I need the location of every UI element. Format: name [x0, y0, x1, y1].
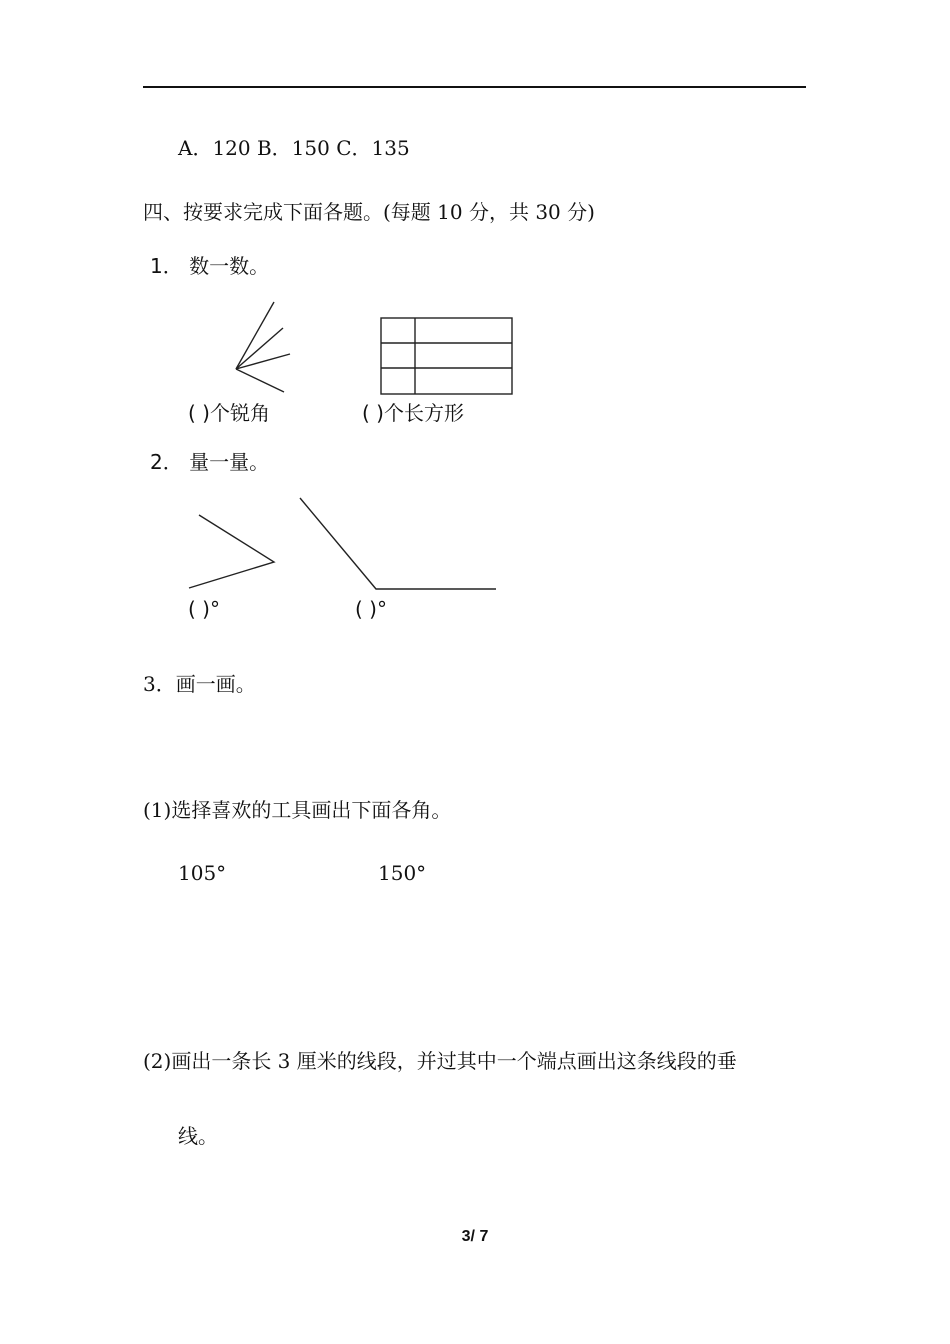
q2-title: 2． 量一量。	[150, 450, 270, 474]
angle-1-answer-blank: ( )°	[188, 597, 220, 621]
q3-title: 3．画一画。	[143, 672, 256, 696]
acute-angle-answer-blank: ( )个锐角	[188, 401, 270, 425]
q3-part1: (1)选择喜欢的工具画出下面各角。	[143, 798, 452, 822]
angle-2-lines	[300, 498, 496, 589]
q1-title: 1． 数一数。	[150, 254, 270, 278]
angle-150-label: 150°	[378, 861, 427, 885]
choice-options: A．120 B．150 C．135	[178, 136, 410, 160]
q3-part2-line1: (2)画出一条长 3 厘米的线段，并过其中一个端点画出这条线段的垂	[143, 1049, 737, 1073]
section-heading: 四、按要求完成下面各题。(每题 10 分，共 30 分)	[143, 200, 595, 224]
angle-2-answer-blank: ( )°	[355, 597, 387, 621]
ray-4	[236, 369, 284, 392]
angle-2-figure	[296, 494, 501, 594]
angle-105-label: 105°	[178, 861, 227, 885]
q3-part2-line2: 线。	[178, 1124, 218, 1148]
rays-figure	[228, 298, 298, 398]
ray-1	[236, 302, 274, 369]
angle-1-lines	[189, 515, 274, 588]
rectangle-answer-blank: ( )个长方形	[362, 401, 464, 425]
angle-1-figure	[185, 510, 280, 595]
header-rule	[143, 86, 806, 88]
rectangle-grid-figure	[378, 316, 516, 398]
page-number: 3/ 7	[461, 1228, 489, 1245]
grid-outer	[381, 318, 512, 394]
